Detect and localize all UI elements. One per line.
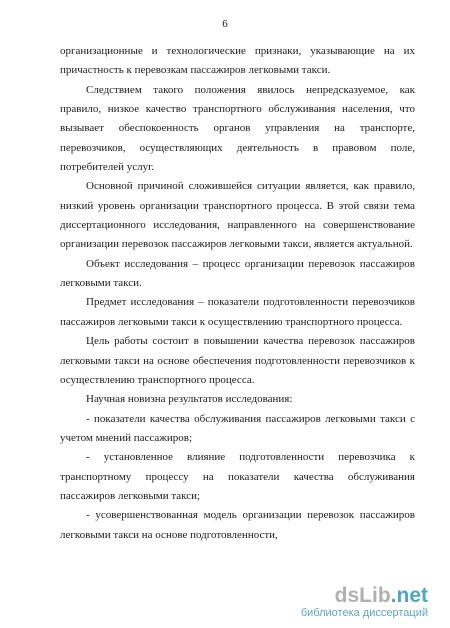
- list-item-novelty-2: - установленное влияние подготовленности перевозчика к транспортному процессу на показатели качества обслуживания пассажиров легковыми такси;: [60, 451, 415, 502]
- paragraph-consequence: Следствием такого положения явилось непредсказуемое, как правило, низкое качество транспортного обслуживания населения, что вызывает обеспокоенность органов управления на транспорте, перевозчиков, осуществляющих деятельность в правовом поле, потребителей услуг.: [60, 83, 415, 174]
- page-number: 6: [222, 18, 228, 30]
- paragraph-goal: Цель работы состоит в повышении качества перевозок пассажиров легковыми такси на основе обеспечения подготовленности перевозчиков к осуществлению транспортного процесса.: [60, 335, 415, 386]
- paragraph-research-object: Объект исследования – процесс организации перевозок пассажиров легковыми такси.: [60, 257, 415, 290]
- paragraph-research-subject: Предмет исследования – показатели подготовленности перевозчиков пассажиров легковыми такси к осуществлению транспортного процесса.: [60, 296, 415, 328]
- list-item-novelty-3: - усовершенствованная модель организации перевозок пассажиров легковыми такси на основе подготовленности,: [60, 509, 415, 541]
- watermark-logo-main: dsLib: [334, 584, 391, 607]
- paragraph-novelty-heading: Научная новизна результатов исследования:: [86, 393, 293, 406]
- watermark-logo-suffix: .net: [390, 584, 428, 607]
- paragraph-main-cause: Основной причиной сложившейся ситуации является, как правило, низкий уровень организации транспортного процесса. В этой связи тема диссертационного исследования, направленного на совершенствование организации перевозок пассажиров легковыми такси, является актуальной.: [60, 180, 415, 251]
- watermark: [301, 585, 428, 620]
- watermark-caption: библиотека диссертаций: [300, 607, 428, 619]
- list-item-novelty-1: - показатели качества обслуживания пассажиров легковыми такси с учетом мнений пассажиров;: [60, 412, 415, 444]
- paragraph-intro: организационные и технологические признаки, указывающие на их причастность к перевозкам пассажиров легковыми такси.: [60, 45, 415, 77]
- document-body: [60, 42, 415, 545]
- watermark-logo: [301, 585, 428, 607]
